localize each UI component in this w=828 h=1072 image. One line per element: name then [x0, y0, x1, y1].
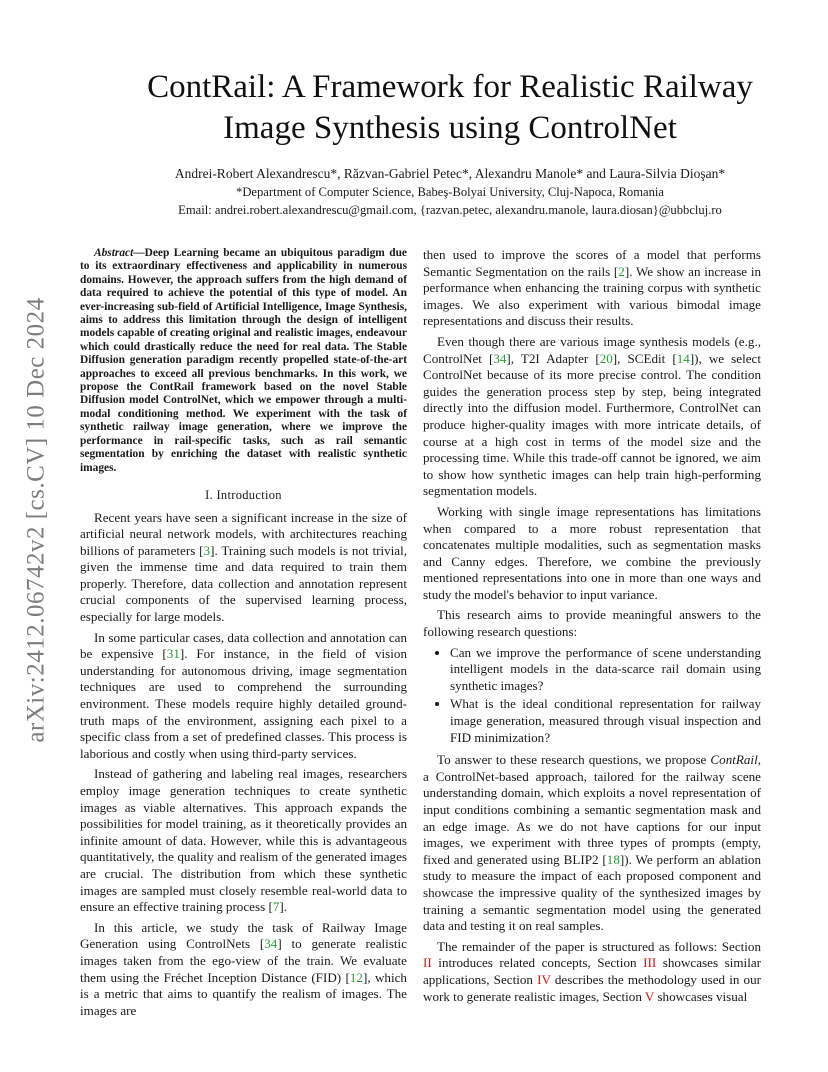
citation-link[interactable]: 12 [349, 969, 363, 985]
citation-link[interactable]: 31 [166, 646, 180, 662]
citation-link[interactable]: 20 [599, 350, 613, 366]
intro-paragraph-7: Working with single image representations has limitations when compared to a more robust representation that concatenates multiple modalities, such as segmentation masks and Canny edges. Therefore, we combine the previously mentioned representations into one in more than one ways and study the model's behavior to input variance. [423, 503, 761, 602]
intro-paragraph-3: Instead of gathering and labeling real images, researchers employ image generation techniques to create synthetic images as viable alternatives. This approach expands the possibilities for model training, as it theoretically provides an infinite amount of data. However, while this is advantageous quantitatively, the quality and realism of the generated images are crucial. The distribution from which these synthetic images are sampled must closely resemble real-world data to ensure an effective training process [7]. [80, 766, 407, 915]
abstract [80, 247, 407, 475]
intro-paragraph-10: The remainder of the paper is structured as follows: Section II introduces related concepts, Section III showcases similar applications, Section IV describes the methodology used in our work to generate realistic images, Section V showcases visual [423, 938, 762, 1004]
intro-paragraph-5: then used to improve the scores of a model that performs Semantic Segmentation on the rails [2]. We show an increase in performance when enhancing the training corpus with synthetic images. We also experiment with various bimodal image representations and discuss their results. [423, 247, 762, 329]
arxiv-identifier: arXiv:2412.06742v2 [cs.CV] 10 Dec 2024 [23, 297, 51, 743]
abstract-label: Abstract [94, 247, 134, 259]
section-ref-link[interactable]: IV [537, 971, 551, 987]
citation-link[interactable]: 34 [493, 350, 507, 366]
right-column [423, 247, 761, 1009]
citation-link[interactable]: 18 [606, 851, 620, 867]
section-ref-link[interactable]: III [643, 955, 657, 971]
title-line-1: ContRail: A Framework for Realistic Railway [147, 69, 753, 105]
citation-link[interactable]: 7 [272, 899, 280, 915]
research-question-1: • Can we improve the performance of scene understanding intelligent models in the data-scarce rail domain using synthetic images? [450, 645, 761, 695]
section-heading-introduction: I. Introduction [205, 487, 282, 502]
intro-paragraph-2: In some particular cases, data collection and annotation can be expensive [31]. For instance, in the field of vision understanding for autonomous driving, image segmentation techniques are used to comprehend the surrounding environment. These models require highly detailed ground-truth maps of the environment, assigning each pixel to a specific class from a set of predefined classes. This process is laborious and costly when using third-party services. [80, 629, 407, 761]
research-questions-list [423, 645, 761, 747]
citation-link[interactable]: 3 [203, 542, 211, 558]
intro-paragraph-9: To answer to these research questions, we propose ContRail, a ControlNet-based approach, tailored for the railway scene understanding domain, which exploits a novel representation of input conditions combining a semantic segmentation mask and an edge image. As we do not have captions for our input images, we experiment with three types of prompts (empty, fixed and generated using BLIP2 [18]). We perform an ablation study to measure the impact of each proposed component and showcase the impressive quality of the synthesized images by training a semantic segmentation model using the generated data and testing it on real samples. [423, 752, 761, 934]
abstract-text: —Deep Learning became an ubiquitous paradigm due to its extraordinary effectiveness and applicability in numerous domains. However, the approach suffers from the high demand of data required to achieve the potential of this type of model. An ever-increasing sub-field of Artificial Intelligence, Image Synthesis, aims to address this limitation through the design of intelligent models capable of creating original and realistic images, endeavour which could drastically reduce the need for real data. The Stable Diffusion generation paradigm recently propelled state-of-the-art approaches to exceed all previous benchmarks. In this work, we propose the ContRail framework based on the novel Stable Diffusion model ControlNet, which we empower through a multi-modal conditioning method. We experiment with the task of synthetic railway image generation, where we improve the performance in rail-specific tasks, such as rail semantic segmentation by enriching the dataset with realistic synthetic images. [80, 247, 407, 474]
paper-title [70, 67, 828, 149]
affiliation: *Department of Computer Science, Babeş-Bolyai University, Cluj-Napoca, Romania [236, 185, 664, 199]
intro-paragraph-4: In this article, we study the task of Railway Image Generation using ControlNets [34] to generate realistic images taken from the ego-view of the train. We evaluate them using the Fréchet Inception Distance (FID) [12], which is a metric that aims to quantify the realism of images. The images are [80, 919, 407, 1018]
research-question-2: • What is the ideal conditional representation for railway image generation, measured through visual inspection and FID minimization? [450, 696, 761, 746]
intro-paragraph-8: This research aims to provide meaningful answers to the following research questions: [423, 607, 761, 640]
author-list: Andrei-Robert Alexandrescu*, Răzvan-Gabriel Petec*, Alexandru Manole* and Laura-Silvia Dioşan* [174, 166, 726, 181]
citation-link[interactable]: 2 [618, 263, 625, 279]
paper-header [70, 67, 828, 219]
title-line-2: Image Synthesis using ControlNet [223, 110, 677, 146]
section-ref-link[interactable]: II [423, 955, 432, 971]
citation-link[interactable]: 14 [676, 350, 690, 366]
intro-paragraph-1: Recent years have seen a significant increase in the size of artificial neural network models, with architectures reaching billions of parameters [3]. Training such models is not trivial, given the immense time and data required to train them properly. Therefore, data collection and annotation represent crucial components of the supervised learning process, especially for large models. [80, 509, 408, 625]
framework-name: ContRail [710, 752, 758, 768]
citation-link[interactable]: 34 [264, 936, 278, 952]
author-emails: Email: andrei.robert.alexandrescu@gmail.com, {razvan.petec, alexandru.manole, laura.diosan}@ubbcluj.ro [178, 203, 722, 217]
left-column [80, 247, 407, 1023]
section-ref-link[interactable]: V [644, 988, 655, 1004]
intro-paragraph-6: Even though there are various image synthesis models (e.g., ControlNet [34], T2I Adapter [20], SCEdit [14]), we select ControlNet because of its more precise control. The condition guides the generation process step by step, being integrated directly into the diffusion model. Furthermore, ControlNet can produce higher-quality images with more intricate details, of course at a high cost in terms of the model size and the processing time. While this trade-off cannot be ignored, we aim to show how synthetic images can help train high-performing segmentation models. [423, 333, 761, 499]
